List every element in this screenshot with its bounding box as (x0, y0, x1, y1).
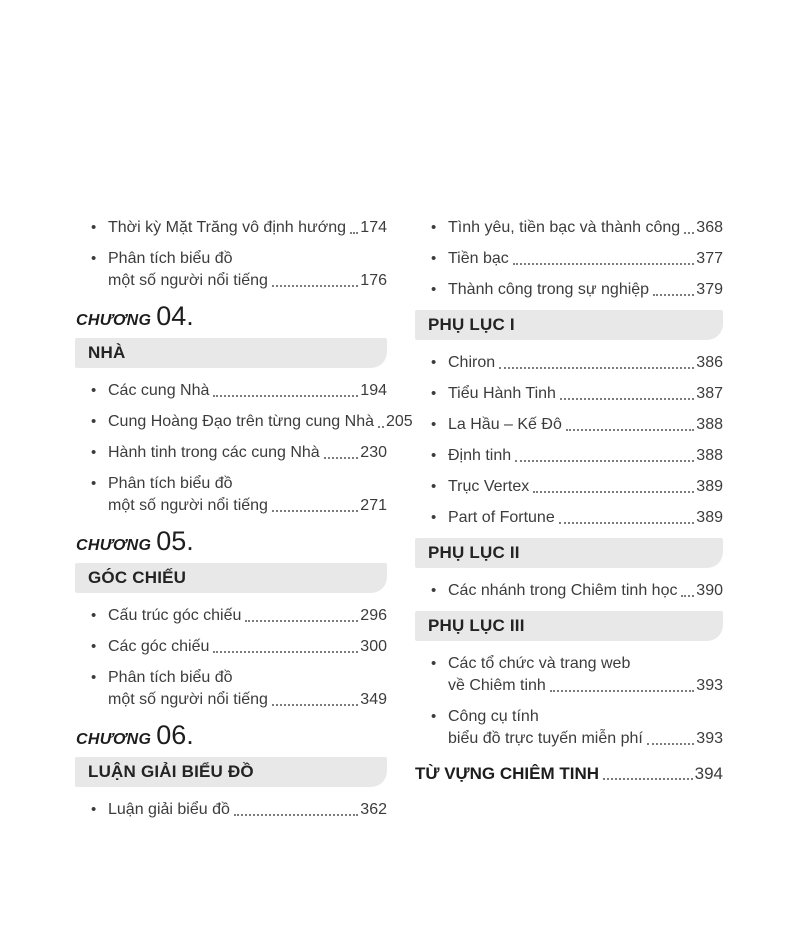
bullet-icon: • (431, 447, 437, 464)
entry-label-line1: Các tổ chức và trang web (448, 655, 631, 672)
entry-body (108, 473, 387, 517)
appendix-title-bar: PHỤ LỤC I (415, 310, 723, 340)
toc-entry (75, 217, 387, 239)
chapter-heading (76, 526, 387, 557)
dot-leader (272, 510, 358, 512)
toc-entry (75, 442, 387, 464)
entry-page-number: 388 (696, 416, 723, 433)
toc-entry (415, 580, 723, 602)
dot-leader (245, 620, 358, 622)
entry-label: Tiểu Hành Tinh (448, 385, 556, 402)
entry-page-number: 386 (696, 354, 723, 371)
bullet-icon: • (431, 509, 437, 526)
dot-leader (513, 263, 695, 265)
entry-page-number: 368 (696, 219, 723, 236)
section-title-bar: LUẬN GIẢI BIỂU ĐỒ (75, 757, 387, 787)
dot-leader (550, 690, 694, 692)
toc-entry (75, 248, 387, 292)
bullet-icon: • (431, 250, 437, 267)
toc-entry (415, 706, 723, 750)
entry-label-line1: Công cụ tính (448, 708, 539, 725)
bullet-icon: • (91, 382, 97, 399)
chapter-word: CHƯƠNG (76, 731, 152, 748)
bullet-icon: • (91, 475, 97, 492)
entry-label-line1: Phân tích biểu đồ (108, 250, 233, 267)
entry-page-number: 362 (360, 801, 387, 818)
toc-entry (415, 383, 723, 405)
toc-entry (75, 636, 387, 658)
entry-body (448, 653, 723, 697)
dot-leader (272, 704, 358, 706)
chapter-word: CHƯƠNG (76, 537, 152, 554)
entry-label: Các nhánh trong Chiêm tinh học (448, 582, 678, 599)
entry-label: Hành tinh trong các cung Nhà (108, 444, 320, 461)
bullet-icon: • (91, 669, 97, 686)
chapter-heading (76, 720, 387, 751)
toc-entry (75, 667, 387, 711)
entry-page-number: 194 (360, 382, 387, 399)
bullet-icon: • (91, 607, 97, 624)
entry-page-number: 349 (360, 691, 387, 708)
entry-label: về Chiêm tinh (448, 677, 546, 694)
dot-leader (559, 522, 695, 524)
toc-entry (415, 352, 723, 374)
entry-label: Định tinh (448, 447, 512, 464)
chapter-number: 06. (156, 720, 194, 750)
chapter-heading (76, 301, 387, 332)
chapter-word: CHƯƠNG (76, 312, 152, 329)
entry-label: Luận giải biểu đồ (108, 801, 230, 818)
toc-entry (415, 476, 723, 498)
entry-page-number: 389 (696, 478, 723, 495)
bullet-icon: • (431, 416, 437, 433)
dot-leader (603, 778, 693, 780)
entry-page-number: 174 (360, 219, 387, 236)
bullet-icon: • (91, 250, 97, 267)
left-column (75, 217, 413, 830)
entry-label: Cấu trúc góc chiếu (108, 607, 242, 624)
bullet-icon: • (431, 478, 437, 495)
entry-label: biểu đồ trực tuyến miễn phí (448, 730, 643, 747)
entry-label: La Hầu – Kế Đô (448, 416, 562, 433)
entry-body (108, 667, 387, 711)
section-title-bar: NHÀ (75, 338, 387, 368)
dot-leader (213, 395, 358, 397)
toc-entry (415, 414, 723, 436)
entry-row (448, 728, 723, 750)
entry-label: Chiron (448, 354, 496, 371)
entry-body (108, 248, 387, 292)
toc-entry (75, 473, 387, 517)
entry-label: Tiền bạc (448, 250, 509, 267)
entry-page-number: 176 (360, 272, 387, 289)
entry-label-line1: Phân tích biểu đồ (108, 475, 233, 492)
toc-entry (415, 507, 723, 529)
toc-entry (415, 279, 723, 301)
glossary-label: TỪ VỰNG CHIÊM TINH (415, 764, 600, 783)
appendix-title-bar: PHỤ LỤC III (415, 611, 723, 641)
section-title-bar: GÓC CHIẾU (75, 563, 387, 593)
dot-leader (234, 814, 358, 816)
entry-label-line1: Phân tích biểu đồ (108, 669, 233, 686)
entry-row (108, 689, 387, 711)
entry-label: một số người nổi tiếng (108, 497, 268, 514)
entry-label: Các góc chiếu (108, 638, 210, 655)
entry-row (108, 495, 387, 517)
glossary-entry (415, 763, 723, 785)
dot-leader (560, 398, 694, 400)
toc-entry (75, 411, 413, 433)
dot-leader (684, 232, 694, 234)
dot-leader (499, 367, 694, 369)
dot-leader (272, 285, 358, 287)
entry-label: một số người nổi tiếng (108, 272, 268, 289)
toc-entry (415, 217, 723, 239)
entry-label: Tình yêu, tiền bạc và thành công (448, 219, 681, 236)
bullet-icon: • (431, 582, 437, 599)
bullet-icon: • (91, 801, 97, 818)
chapter-number: 05. (156, 526, 194, 556)
dot-leader (566, 429, 694, 431)
dot-leader (378, 426, 384, 428)
bullet-icon: • (91, 638, 97, 655)
entry-page-number: 393 (696, 730, 723, 747)
dot-leader (350, 232, 358, 234)
dot-leader (324, 457, 359, 459)
entry-label: Part of Fortune (448, 509, 555, 526)
bullet-icon: • (431, 655, 437, 672)
entry-body (448, 706, 723, 750)
bullet-icon: • (431, 385, 437, 402)
dot-leader (533, 491, 694, 493)
bullet-icon: • (431, 219, 437, 236)
entry-label: Thành công trong sự nghiệp (448, 281, 650, 298)
bullet-icon: • (91, 219, 97, 236)
entry-label: Các cung Nhà (108, 382, 210, 399)
toc-columns (75, 217, 723, 830)
entry-page-number: 205 (386, 413, 413, 430)
entry-page-number: 389 (696, 509, 723, 526)
entry-page-number: 388 (696, 447, 723, 464)
bullet-icon: • (431, 354, 437, 371)
chapter-number: 04. (156, 301, 194, 331)
entry-page-number: 377 (696, 250, 723, 267)
toc-entry (75, 799, 387, 821)
entry-page-number: 230 (360, 444, 387, 461)
bullet-icon: • (431, 281, 437, 298)
entry-label: một số người nổi tiếng (108, 691, 268, 708)
entry-page-number: 379 (696, 281, 723, 298)
entry-label: Trục Vertex (448, 478, 530, 495)
entry-page-number: 393 (696, 677, 723, 694)
entry-row (448, 675, 723, 697)
bullet-icon: • (91, 413, 97, 430)
entry-page-number: 300 (360, 638, 387, 655)
toc-entry (415, 248, 723, 270)
entry-page-number: 390 (696, 582, 723, 599)
bullet-icon: • (91, 444, 97, 461)
right-column (415, 217, 723, 830)
dot-leader (515, 460, 694, 462)
entry-page-number: 296 (360, 607, 387, 624)
appendix-title-bar: PHỤ LỤC II (415, 538, 723, 568)
dot-leader (213, 651, 358, 653)
toc-entry (75, 380, 387, 402)
glossary-page-number: 394 (694, 764, 723, 783)
dot-leader (681, 595, 694, 597)
dot-leader (653, 294, 694, 296)
bullet-icon: • (431, 708, 437, 725)
entry-row (108, 270, 387, 292)
toc-entry (75, 605, 387, 627)
entry-label: Cung Hoàng Đạo trên từng cung Nhà (108, 413, 374, 430)
dot-leader (647, 743, 694, 745)
entry-label: Thời kỳ Mặt Trăng vô định hướng (108, 219, 347, 236)
entry-page-number: 387 (696, 385, 723, 402)
entry-page-number: 271 (360, 497, 387, 514)
toc-entry (415, 445, 723, 467)
toc-entry (415, 653, 723, 697)
